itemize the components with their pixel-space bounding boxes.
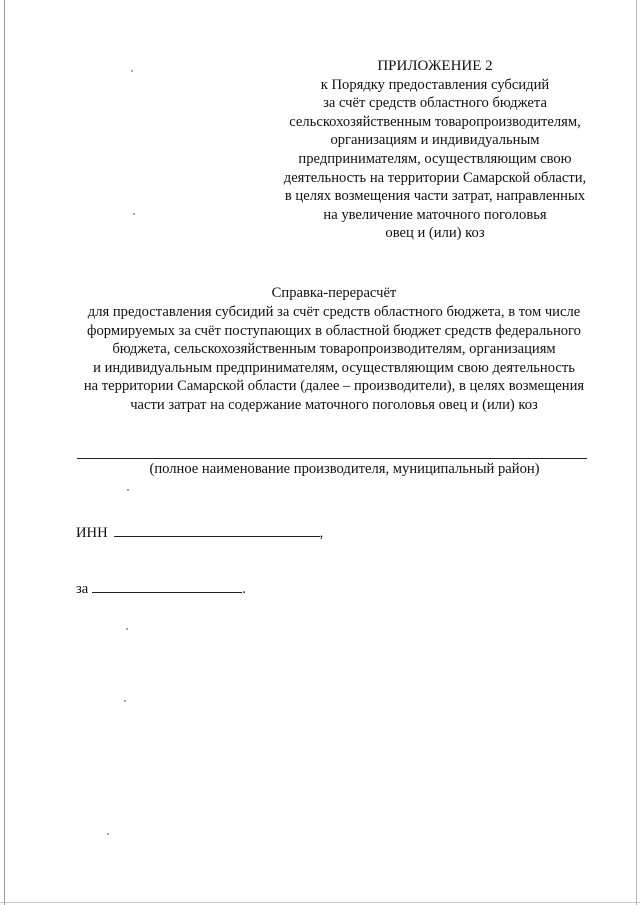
producer-name-blank[interactable] xyxy=(77,458,587,459)
appendix-line: на увеличение маточного поголовья xyxy=(323,206,547,223)
appendix-line: овец и (или) коз xyxy=(385,225,485,242)
scan-speck xyxy=(131,70,133,72)
scan-edge-right xyxy=(636,0,637,905)
appendix-line: организациям и индивидуальным xyxy=(330,132,540,149)
appendix-line: к Порядку предоставления субсидий xyxy=(320,76,550,93)
inn-label: ИНН xyxy=(76,525,108,541)
producer-name-hint: (полное наименование производителя, муниципальный район) xyxy=(149,461,540,477)
document-title: Справка-перерасчёт xyxy=(271,285,397,301)
scan-speck xyxy=(124,700,126,702)
period-label: за xyxy=(76,581,89,597)
description-line: для предоставления субсидий за счёт средств областного бюджета, в том числе xyxy=(87,304,581,320)
period-blank[interactable] xyxy=(92,580,242,593)
scan-speck xyxy=(126,628,128,630)
description-line: формируемых за счёт поступающих в областной бюджет средств федерального xyxy=(87,322,581,339)
inn-blank[interactable] xyxy=(114,524,320,537)
scan-speck xyxy=(127,489,129,491)
description-line: и индивидуальным предпринимателям, осуществляющим свою деятельность xyxy=(93,359,575,376)
description-line: бюджета, сельскохозяйственным товаропроизводителям, организациям xyxy=(112,341,556,358)
description-line: на территории Самарской области (далее – производители), в целях возмещения xyxy=(83,378,585,395)
inn-suffix: , xyxy=(319,525,324,541)
scan-speck xyxy=(133,213,135,215)
scan-edge-bottom xyxy=(0,902,640,903)
appendix-line: деятельность на территории Самарской области, xyxy=(283,169,587,186)
appendix-title: ПРИЛОЖЕНИЕ 2 xyxy=(377,58,493,74)
appendix-line: сельскохозяйственным товаропроизводителям, xyxy=(289,113,581,130)
period-row xyxy=(76,580,246,599)
document-description xyxy=(60,303,608,415)
inn-row xyxy=(76,524,323,543)
appendix-line: предпринимателям, осуществляющим свою xyxy=(298,150,572,167)
description-line: части затрат на содержание маточного поголовья овец и (или) коз xyxy=(130,396,538,413)
scan-speck xyxy=(107,833,109,835)
appendix-line: в целях возмещения части затрат, направленных xyxy=(284,188,586,205)
period-suffix: . xyxy=(242,581,246,597)
appendix-header xyxy=(270,57,600,243)
scan-edge-left xyxy=(4,0,5,905)
appendix-line: за счёт средств областного бюджета xyxy=(323,95,547,112)
